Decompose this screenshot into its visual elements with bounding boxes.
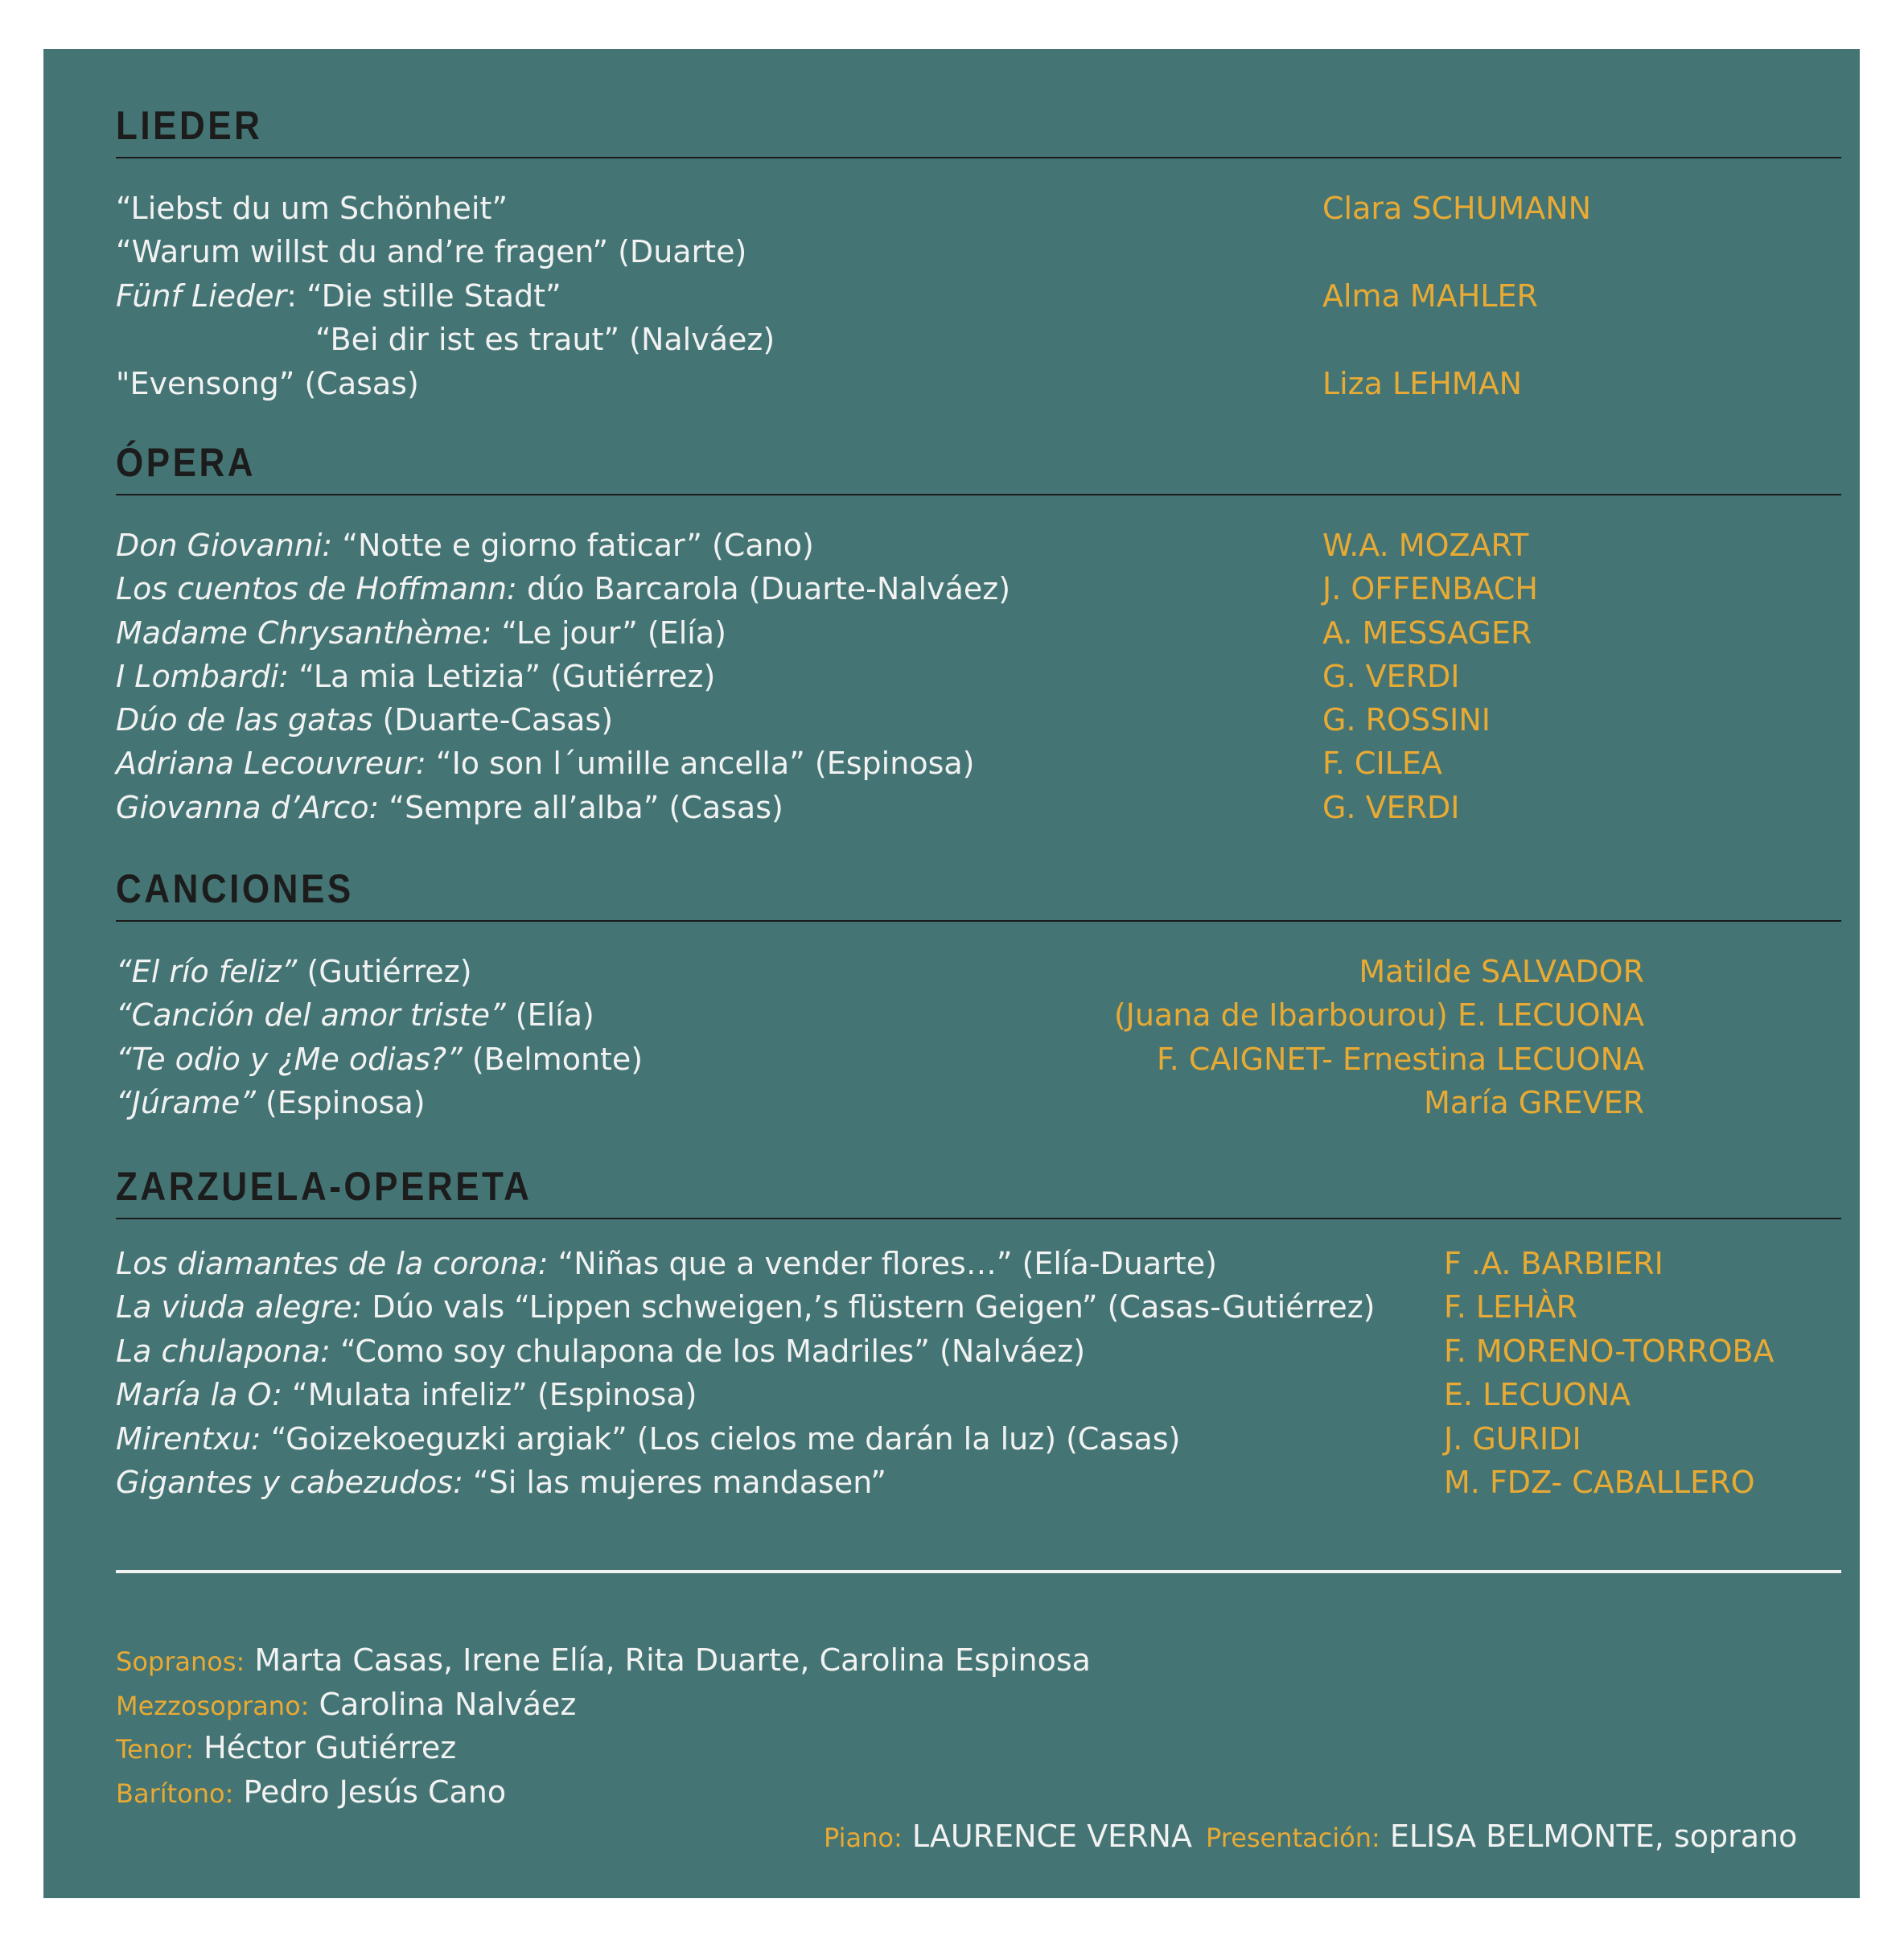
work-title: “Júrame” (Espinosa) (116, 1085, 426, 1120)
composer: F. CAIGNET- Ernestina LECUONA (1156, 1042, 1644, 1077)
cast-names: Héctor Gutiérrez (194, 1730, 457, 1765)
composer: F .A. BARBIERI (1444, 1246, 1663, 1281)
work-title: Fünf Lieder: “Die stille Stadt” (116, 278, 561, 314)
list-item (116, 1285, 1841, 1329)
work-title: Dúo de las gatas (Duarte-Casas) (116, 702, 614, 738)
section-title-canciones: CANCIONES (116, 866, 354, 911)
work-title: I Lombardi: “La mia Letizia” (Gutiérrez) (116, 659, 716, 694)
list-item (116, 567, 1841, 610)
cast-line (116, 1726, 456, 1771)
credit-piano (824, 1815, 1192, 1860)
list-item (116, 524, 1841, 567)
work-title: La viuda alegre: Dúo vals “Lippen schweigen,’s flüstern Geigen” (Casas-Gutiérrez) (116, 1289, 1376, 1325)
credit-role: Presentación: (1206, 1823, 1380, 1853)
work-title: “Te odio y ¿Me odias?” (Belmonte) (116, 1042, 644, 1077)
work-title: María la O: “Mulata infeliz” (Espinosa) (116, 1377, 697, 1412)
work-title: Don Giovanni: “Notte e giorno faticar” (Cano) (116, 528, 814, 563)
section-rule (116, 1218, 1841, 1219)
cast-line (116, 1770, 506, 1815)
composer: G. VERDI (1322, 659, 1460, 694)
composer: (Juana de Ibarbourou) E. LECUONA (1113, 997, 1644, 1033)
composer: G. ROSSINI (1322, 702, 1491, 738)
composer: M. FDZ- CABALLERO (1444, 1465, 1755, 1500)
composer: A. MESSAGER (1322, 615, 1532, 651)
list-item (116, 1242, 1841, 1285)
work-title: Madame Chrysanthème: “Le jour” (Elía) (116, 615, 726, 651)
credit-role: Piano: (824, 1823, 903, 1853)
work-title: La chulapona: “Como soy chulapona de los Madriles” (Nalváez) (116, 1334, 1086, 1369)
composer: Alma MAHLER (1322, 278, 1538, 314)
list-item (116, 655, 1841, 698)
work-title: “Bei dir ist es traut” (Nalváez) (315, 322, 775, 357)
work-title: Mirentxu: “Goizekoeguzki argiak” (Los cielos me darán la luz) (Casas) (116, 1421, 1181, 1457)
list-item (116, 786, 1841, 829)
composer: María GREVER (1424, 1085, 1644, 1120)
program-panel (43, 49, 1860, 1898)
cast-line (116, 1683, 576, 1728)
list-item (116, 1330, 1841, 1373)
list-item (116, 950, 1841, 993)
list-item (116, 1081, 1841, 1124)
work-title: “Liebst du um Schönheit” (116, 191, 508, 226)
composer: Liza LEHMAN (1322, 366, 1523, 401)
section-rule (116, 157, 1841, 158)
work-title: Los diamantes de la corona: “Niñas que a vender flores…” (Elía-Duarte) (116, 1246, 1217, 1281)
cast-role: Tenor: (116, 1734, 195, 1765)
section-rule (116, 494, 1841, 495)
composer: F. CILEA (1322, 746, 1442, 781)
list-item (116, 742, 1841, 785)
work-title: “El río feliz” (Gutiérrez) (116, 954, 472, 989)
work-title: Los cuentos de Hoffmann: dúo Barcarola (Duarte-Nalváez) (116, 571, 1011, 606)
footer-divider (116, 1570, 1841, 1573)
composer: W.A. MOZART (1322, 528, 1529, 563)
cast-names: Marta Casas, Irene Elía, Rita Duarte, Carolina Espinosa (245, 1642, 1091, 1678)
cast-role: Sopranos: (116, 1646, 245, 1677)
list-item (116, 1038, 1841, 1081)
credit-names: ELISA BELMONTE, soprano (1380, 1819, 1798, 1854)
composer: Clara SCHUMANN (1322, 191, 1592, 226)
composer: G. VERDI (1322, 790, 1460, 825)
composer: J. GURIDI (1444, 1421, 1581, 1457)
credit-names: LAURENCE VERNA (902, 1819, 1192, 1854)
work-title: Giovanna d’Arco: “Sempre all’alba” (Casas) (116, 790, 783, 825)
section-title-lieder: LIEDER (116, 103, 263, 148)
section-title-opera: ÓPERA (116, 440, 257, 485)
work-title: Adriana Lecouvreur: “Io son l´umille ancella” (Espinosa) (116, 746, 975, 781)
list-item (116, 611, 1841, 655)
list-item (116, 318, 1841, 361)
work-title: Gigantes y cabezudos: “Si las mujeres mandasen” (116, 1465, 886, 1500)
composer: E. LECUONA (1444, 1377, 1631, 1412)
list-item (116, 230, 1841, 273)
list-item (116, 362, 1841, 405)
list-item (116, 698, 1841, 742)
composer: F. LEHÀR (1444, 1289, 1578, 1325)
section-title-zarzuela: ZARZUELA-OPERETA (116, 1164, 533, 1209)
list-item (116, 1373, 1841, 1416)
list-item (116, 1461, 1841, 1504)
work-title: “Warum willst du and’re fragen” (Duarte) (116, 234, 747, 269)
list-item (116, 274, 1841, 318)
section-rule (116, 920, 1841, 922)
list-item (116, 1417, 1841, 1461)
cast-role: Barítono: (116, 1778, 234, 1809)
list-item (116, 993, 1841, 1037)
work-title: “Canción del amor triste” (Elía) (116, 997, 594, 1033)
composer: F. MORENO-TORROBA (1444, 1334, 1774, 1369)
cast-names: Pedro Jesús Cano (233, 1774, 507, 1810)
cast-line (116, 1638, 1091, 1683)
composer: J. OFFENBACH (1322, 571, 1538, 606)
work-title: "Evensong” (Casas) (116, 366, 419, 401)
list-item (116, 187, 1841, 230)
cast-role: Mezzosoprano: (116, 1691, 310, 1721)
credit-presentation (1206, 1815, 1797, 1860)
composer: Matilde SALVADOR (1359, 954, 1644, 989)
cast-names: Carolina Nalváez (309, 1687, 577, 1722)
